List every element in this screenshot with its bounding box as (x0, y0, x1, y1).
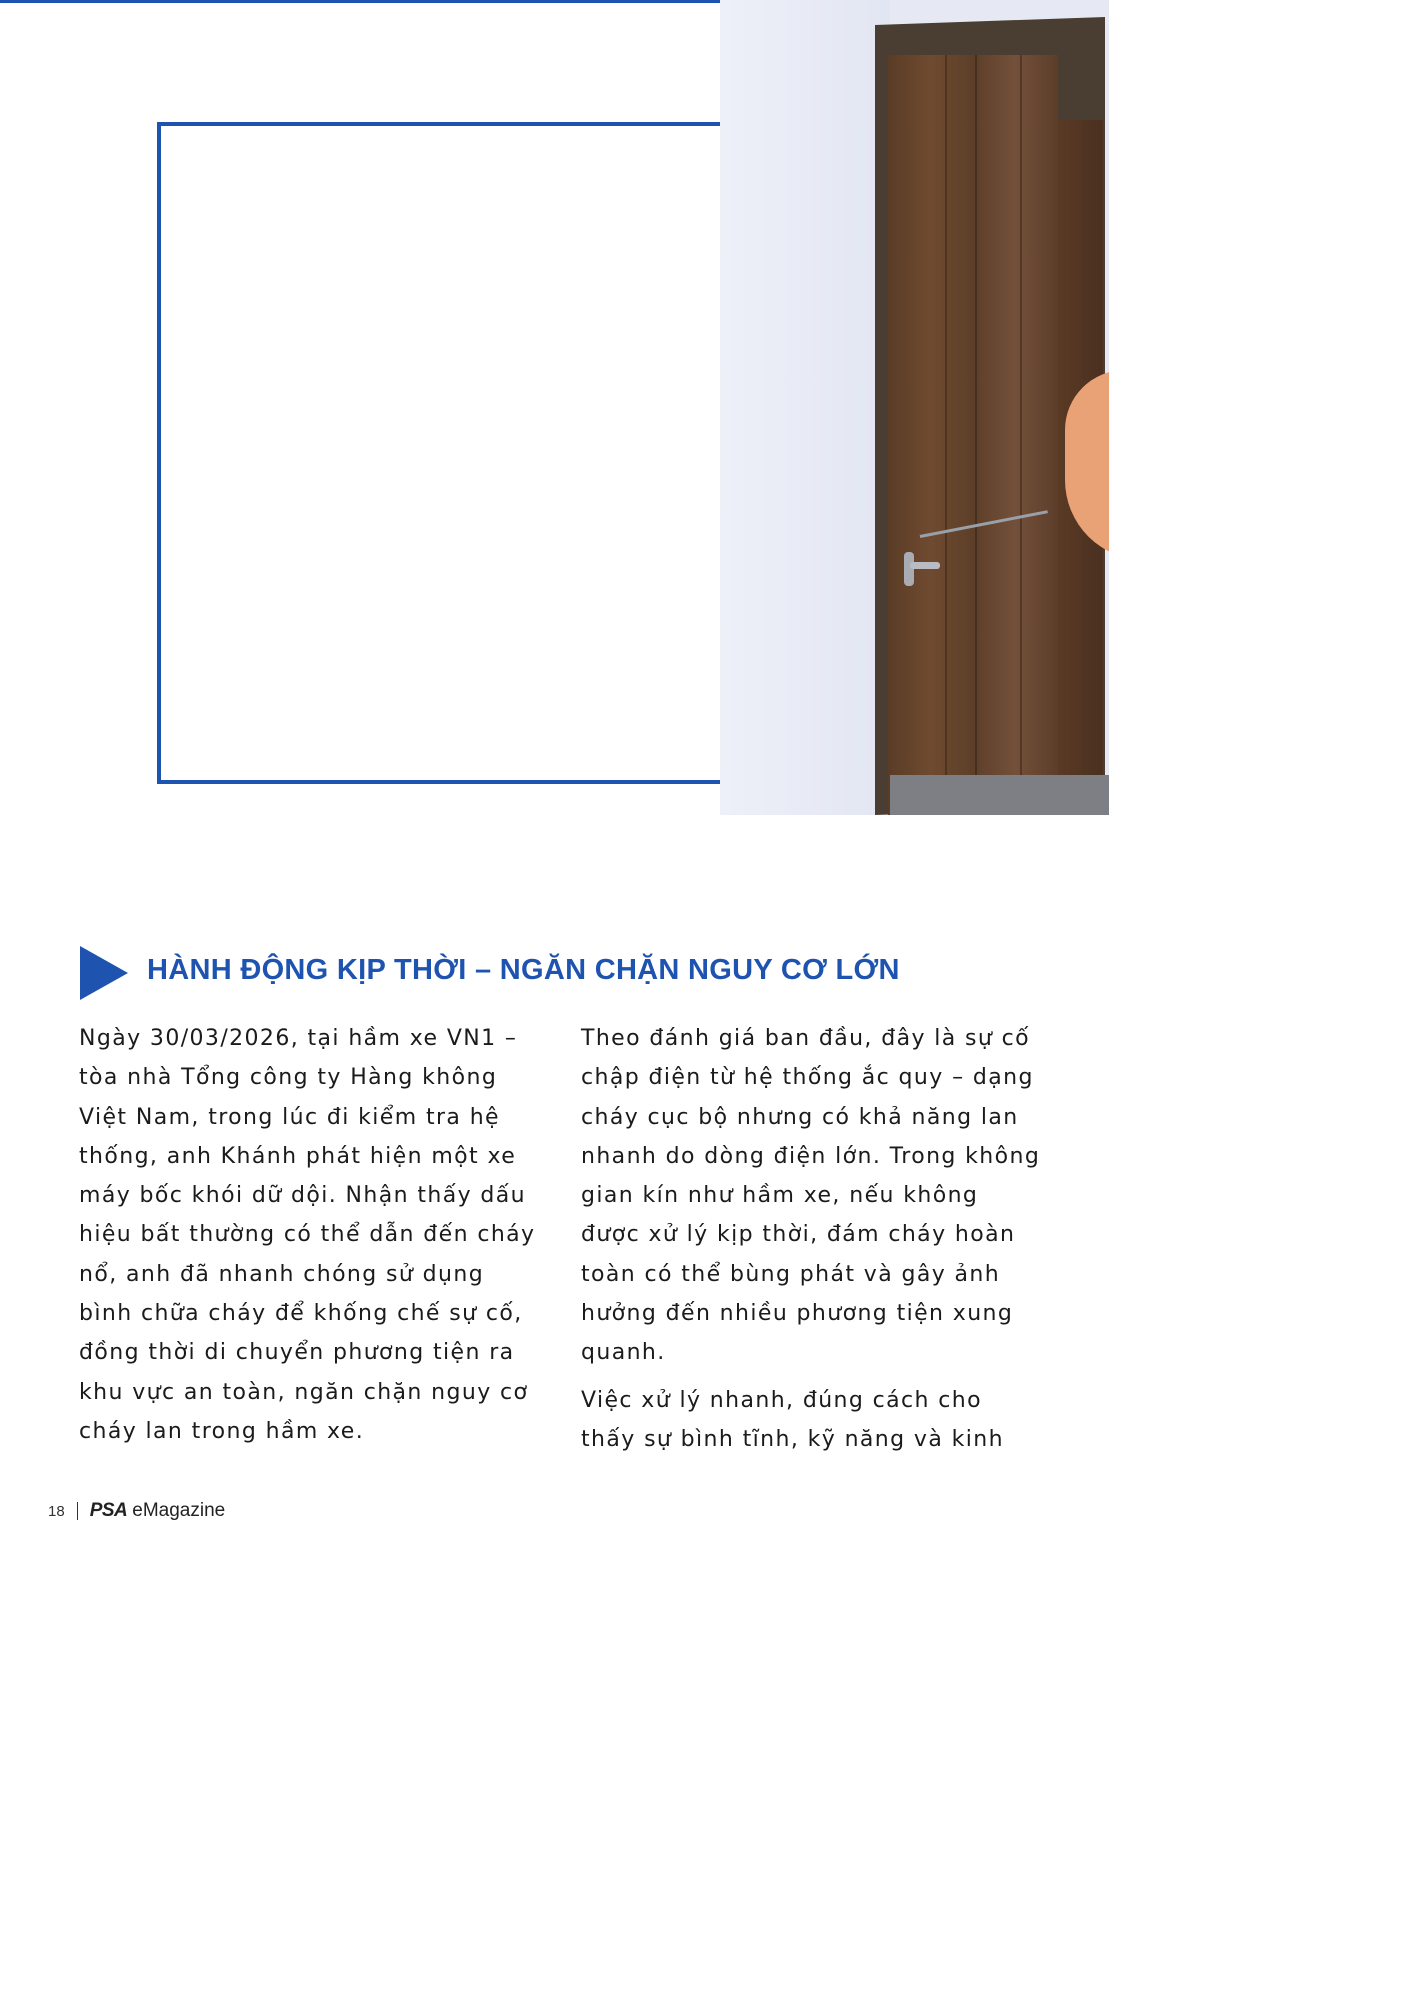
photo-door-grain (975, 55, 977, 815)
brand-logo: PSA (89, 1500, 128, 1521)
section-heading: HÀNH ĐỘNG KỊP THỜI – NGĂN CHẶN NGUY CƠ LỚN (147, 954, 900, 986)
footer-divider (77, 1502, 78, 1520)
magazine-name: eMagazine (132, 1500, 226, 1521)
photo-handle-plate (904, 552, 914, 586)
photo-floor (890, 775, 1109, 815)
right-column (581, 1019, 1041, 1467)
paragraph: Việc xử lý nhanh, đúng cách cho thấy sự bình tĩnh, kỹ năng và kinh (581, 1387, 1004, 1452)
photo-door-grain (1020, 55, 1022, 815)
decorative-frame (157, 122, 720, 784)
paragraph: Ngày 30/03/2026, tại hầm xe VN1 – tòa nhà Tổng công ty Hàng không Việt Nam, trong lúc đi kiểm tra hệ thống, anh Khánh phát hiện một xe máy bốc khói dữ dội. Nhận thấy dấu hiệu bất thường có thể dẫn đến cháy nổ, anh đã nhanh chóng sử dụng bình chữa cháy để khống chế sự cố, đồng thời di chuyển phương tiện ra khu vực an toàn, ngăn chặn nguy cơ cháy lan trong hầm xe. (79, 1026, 536, 1444)
door-photo (720, 0, 1109, 815)
photo-wall (720, 0, 890, 815)
page-number: 18 (48, 1502, 65, 1520)
photo-door (888, 55, 1058, 815)
photo-door-grain (945, 55, 947, 815)
left-column (79, 1019, 539, 1459)
heading-arrow-icon (80, 946, 128, 1000)
photo-door-handle (910, 562, 940, 569)
paragraph: Theo đánh giá ban đầu, đây là sự cố chập điện từ hệ thống ắc quy – dạng cháy cục bộ nhưng có khả năng lan nhanh do dòng điện lớn. Trong không gian kín như hầm xe, nếu không được xử lý kịp thời, đám cháy hoàn toàn có thể bùng phát và gây ảnh hưởng đến nhiều phương tiện xung quanh. (581, 1026, 1041, 1366)
page-footer (48, 1500, 225, 1522)
